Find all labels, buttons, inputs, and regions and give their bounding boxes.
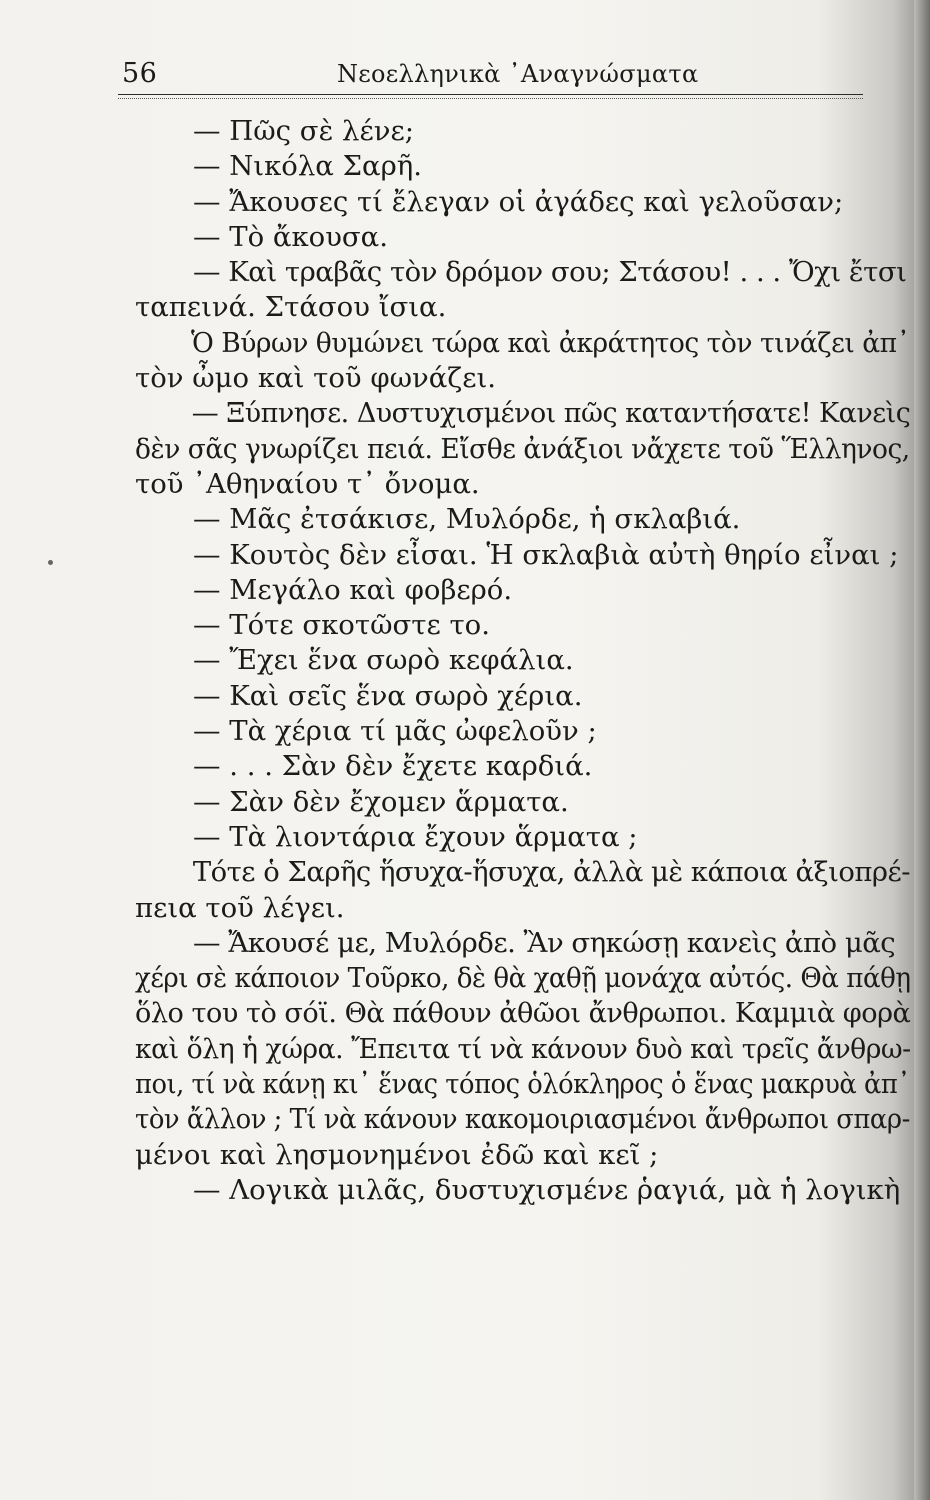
body-text: [135, 114, 910, 1208]
text-line: — Λογικὰ μιλᾶς, δυστυχισμένε ῥαγιά, μὰ ἡ λογικὴ: [193, 1173, 901, 1206]
ink-speck: [48, 560, 53, 565]
text-line: — Ἄκουσες τί ἔλεγαν οἱ ἀγάδες καὶ γελοῦσαν;: [193, 185, 844, 218]
text-line: — Τὰ λιοντάρια ἔχουν ἅρματα ;: [193, 820, 638, 853]
text-line: τὸν ὦμο καὶ τοῦ φωνάζει.: [135, 362, 496, 395]
text-line: τὸν ἄλλον ; Τί νὰ κάνουν κακομοιριασμένοι ἄνθρωποι σπαρ-: [135, 1103, 910, 1136]
text-line: τοῦ ᾿Αθηναίου τ᾿ ὄνομα.: [135, 467, 480, 500]
text-line: — Ἄκουσέ με, Μυλόρδε. Ἂν σηκώσῃ κανεὶς ἀπὸ μᾶς: [193, 926, 896, 959]
text-line: — Σὰν δὲν ἔχομεν ἅρματα.: [193, 785, 569, 818]
text-line: — Τὰ χέρια τί μᾶς ὠφελοῦν ;: [193, 715, 597, 748]
text-line: ποι, τί νὰ κάνῃ κι᾿ ἕνας τόπος ὁλόκληρος ὁ ἕνας μακρυὰ ἀπ᾿: [135, 1068, 910, 1101]
text-line: — Τότε σκοτῶστε το.: [193, 609, 490, 642]
page-edge-shadow: [914, 0, 930, 1500]
text-line: καὶ ὅλη ἡ χώρα. Ἔπειτα τί νὰ κάνουν δυὸ καὶ τρεῖς ἄνθρω-: [135, 1032, 911, 1065]
text-line: — Τὸ ἄκουσα.: [193, 220, 388, 253]
text-line: — Καὶ τραβᾶς τὸν δρόμον σου; Στάσου! . . . Ὄχι ἔτσι: [193, 256, 907, 289]
text-line: χέρι σὲ κάποιον Τοῦρκο, δὲ θὰ χαθῇ μονάχα αὐτός. Θὰ πάθῃ: [135, 962, 911, 995]
text-line: — Ἔχει ἕνα σωρὸ κεφάλια.: [193, 644, 574, 677]
text-line: — Πῶς σὲ λένε;: [193, 115, 414, 147]
text-line: — Κουτὸς δὲν εἶσαι. Ἡ σκλαβιὰ αὐτὴ θηρίο εἶναι ;: [193, 538, 899, 571]
text-line: ταπεινά. Στάσου ἴσια.: [135, 291, 447, 324]
text-line: ὅλο του τὸ σόϊ. Θὰ πάθουν ἀθῶοι ἄνθρωποι. Καμμιὰ φορὰ: [135, 997, 911, 1030]
page-header: [122, 58, 862, 98]
text-line: — Νικόλα Σαρῆ.: [193, 150, 422, 183]
running-title: Νεοελληνικὰ ᾿Αναγνώσματα: [337, 60, 699, 88]
text-line: πεια τοῦ λέγει.: [135, 891, 345, 924]
text-line: — Καὶ σεῖς ἕνα σωρὸ χέρια.: [193, 679, 583, 712]
text-line: — . . . Σὰν δὲν ἔχετε καρδιά.: [193, 750, 593, 783]
text-line: — Μᾶς ἐτσάκισε, Μυλόρδε, ἡ σκλαβιά.: [193, 503, 741, 536]
text-line: μένοι καὶ λησμονημένοι ἐδῶ καὶ κεῖ ;: [135, 1138, 659, 1171]
text-line: δὲν σᾶς γνωρίζει πειά. Εἴσθε ἀνάξιοι νἄχετε τοῦ Ἕλληνος,: [135, 432, 910, 465]
text-line: — Μεγάλο καὶ φοβερό.: [193, 573, 513, 606]
header-rule: [118, 94, 863, 99]
page-number: 56: [122, 58, 158, 89]
text-line: Τότε ὁ Σαρῆς ἥσυχα-ἥσυχα, ἀλλὰ μὲ κάποια ἀξιοπρέ-: [192, 856, 910, 889]
text-line: Ὁ Βύρων θυμώνει τώρα καὶ ἀκράτητος τὸν τινάζει ἀπ᾿: [190, 326, 910, 359]
text-line: — Ξύπνησε. Δυστυχισμένοι πῶς καταντήσατε! Κανεὶς: [191, 397, 911, 430]
